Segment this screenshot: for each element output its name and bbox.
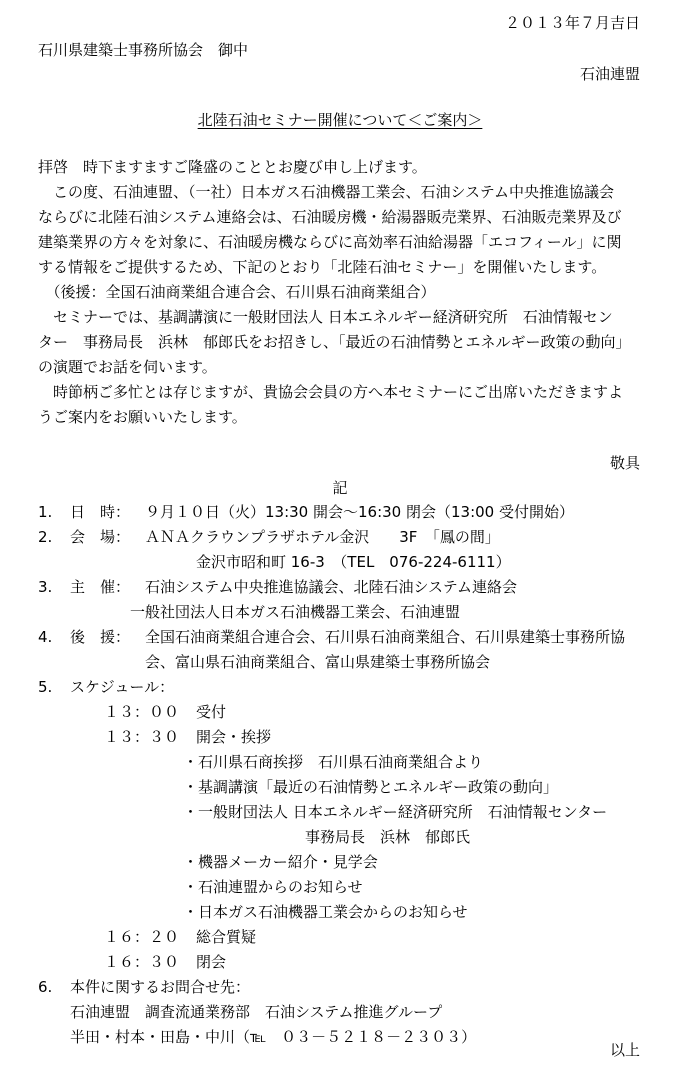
item-label-venue: 会 場： <box>70 528 131 546</box>
contact-line: 石油連盟 調査流通業務部 石油システム推進グループ <box>70 1003 443 1021</box>
venue-address: 金沢市昭和町 16-3 （TEL 076-224-6111） <box>196 553 511 571</box>
item-number: 2. <box>38 528 53 546</box>
item-value-support: 全国石油商業組合連合会、石川県石油商業組合、石川県建築士事務所協 <box>145 628 626 646</box>
body-line: ター 事務局長 浜林 郁郎氏をお招きし、｢最近の石油情勢とエネルギー政策の動向｣ <box>38 333 624 351</box>
schedule-subitem: ・石油連盟からのお知らせ <box>183 878 363 896</box>
schedule-subitem: ・基調講演「最近の石油情勢とエネルギー政策の動向」 <box>183 778 559 796</box>
body-line: セミナーでは、基調講演に一般財団法人 日本エネルギー経済研究所 石油情報セン <box>38 308 613 326</box>
schedule-time: １６：２０ <box>104 928 180 946</box>
item-value-host-2: 一般社団法人日本ガス石油機器工業会、石油連盟 <box>130 603 461 621</box>
body-line: （後援：全国石油商業組合連合会、石川県石油商業組合） <box>38 283 436 301</box>
schedule-time: １３：００ <box>104 703 180 721</box>
item-value-host: 石油システム中央推進協議会、北陸石油システム連絡会 <box>145 578 518 596</box>
schedule-event: 受付 <box>196 703 227 721</box>
item-value-date: ９月１０日（火）13:30 開会～16:30 閉会（13:00 受付開始） <box>145 503 574 521</box>
document-date: ２０１３年７月吉日 <box>504 14 640 32</box>
schedule-subitem: ・機器メーカー紹介・見学会 <box>183 853 378 871</box>
closing-greeting: 敬具 <box>609 454 640 472</box>
item-label-host: 主 催： <box>70 578 131 596</box>
body-line: 拝啓 時下ますますご隆盛のこととお慶び申し上げます。 <box>38 158 427 176</box>
schedule-event: 閉会 <box>196 953 227 971</box>
schedule-subitem: ・石川県石商挨拶 石川県石油商業組合より <box>183 753 484 771</box>
item-number: 5. <box>38 678 53 696</box>
body-line: の演題でお話を伺います。 <box>38 358 217 376</box>
schedule-subitem: ・一般財団法人 日本エネルギー経済研究所 石油情報センター <box>183 803 608 821</box>
item-label-support: 後 援： <box>70 628 131 646</box>
contact-line: 半田・村本・田島・中川（℡ ０３－５２１８－２３０３） <box>70 1028 477 1046</box>
body-line: うご案内をお願いいたします。 <box>38 408 247 426</box>
item-value-support-2: 会、富山県石油商業組合、富山県建築士事務所協会 <box>145 653 491 671</box>
body-line: ならびに北陸石油システム連絡会は、石油暖房機・給湯器販売業界、石油販売業界及び <box>38 208 622 226</box>
schedule-subitem: ・日本ガス石油機器工業会からのお知らせ <box>183 903 468 921</box>
item-label-date: 日 時： <box>70 503 131 521</box>
schedule-event: 総合質疑 <box>196 928 257 946</box>
schedule-time: １６：３０ <box>104 953 180 971</box>
item-value-venue: ＡＮＡクラウンプラザホテル金沢 3F 「鳳の間」 <box>145 528 500 546</box>
page-title: 北陸石油セミナー開催について＜ご案内＞ <box>197 111 483 129</box>
item-number: 3. <box>38 578 53 596</box>
sender: 石油連盟 <box>579 65 640 83</box>
item-number: 4. <box>38 628 53 646</box>
item-number: 6. <box>38 978 53 996</box>
item-label-contact: 本件に関するお問合せ先： <box>70 978 251 996</box>
body-line: 時節柄ご多忙とは存じますが、貴協会会員の方へ本セミナーにご出席いただきますよ <box>38 383 624 401</box>
body-line: する情報をご提供するため、下記のとおり「北陸石油セミナー」を開催いたします。 <box>38 258 607 276</box>
item-number: 1. <box>38 503 53 521</box>
recipient: 石川県建築士事務所協会 御中 <box>38 41 249 59</box>
schedule-event: 開会・挨拶 <box>196 728 272 746</box>
item-label-schedule: スケジュール： <box>70 678 175 696</box>
body-line: 建築業界の方々を対象に、石油暖房機ならびに高効率石油給湯器「エコフィール」に関 <box>38 233 622 251</box>
schedule-time: １３：３０ <box>104 728 180 746</box>
ki-heading: 記 <box>332 479 348 497</box>
schedule-subitem-continuation: 事務局長 浜林 郁郎氏 <box>305 828 471 846</box>
body-line: この度、石油連盟、（一社）日本ガス石油機器工業会、石油システム中央推進協議会 <box>38 183 615 201</box>
closing-ijou: 以上 <box>609 1041 640 1059</box>
